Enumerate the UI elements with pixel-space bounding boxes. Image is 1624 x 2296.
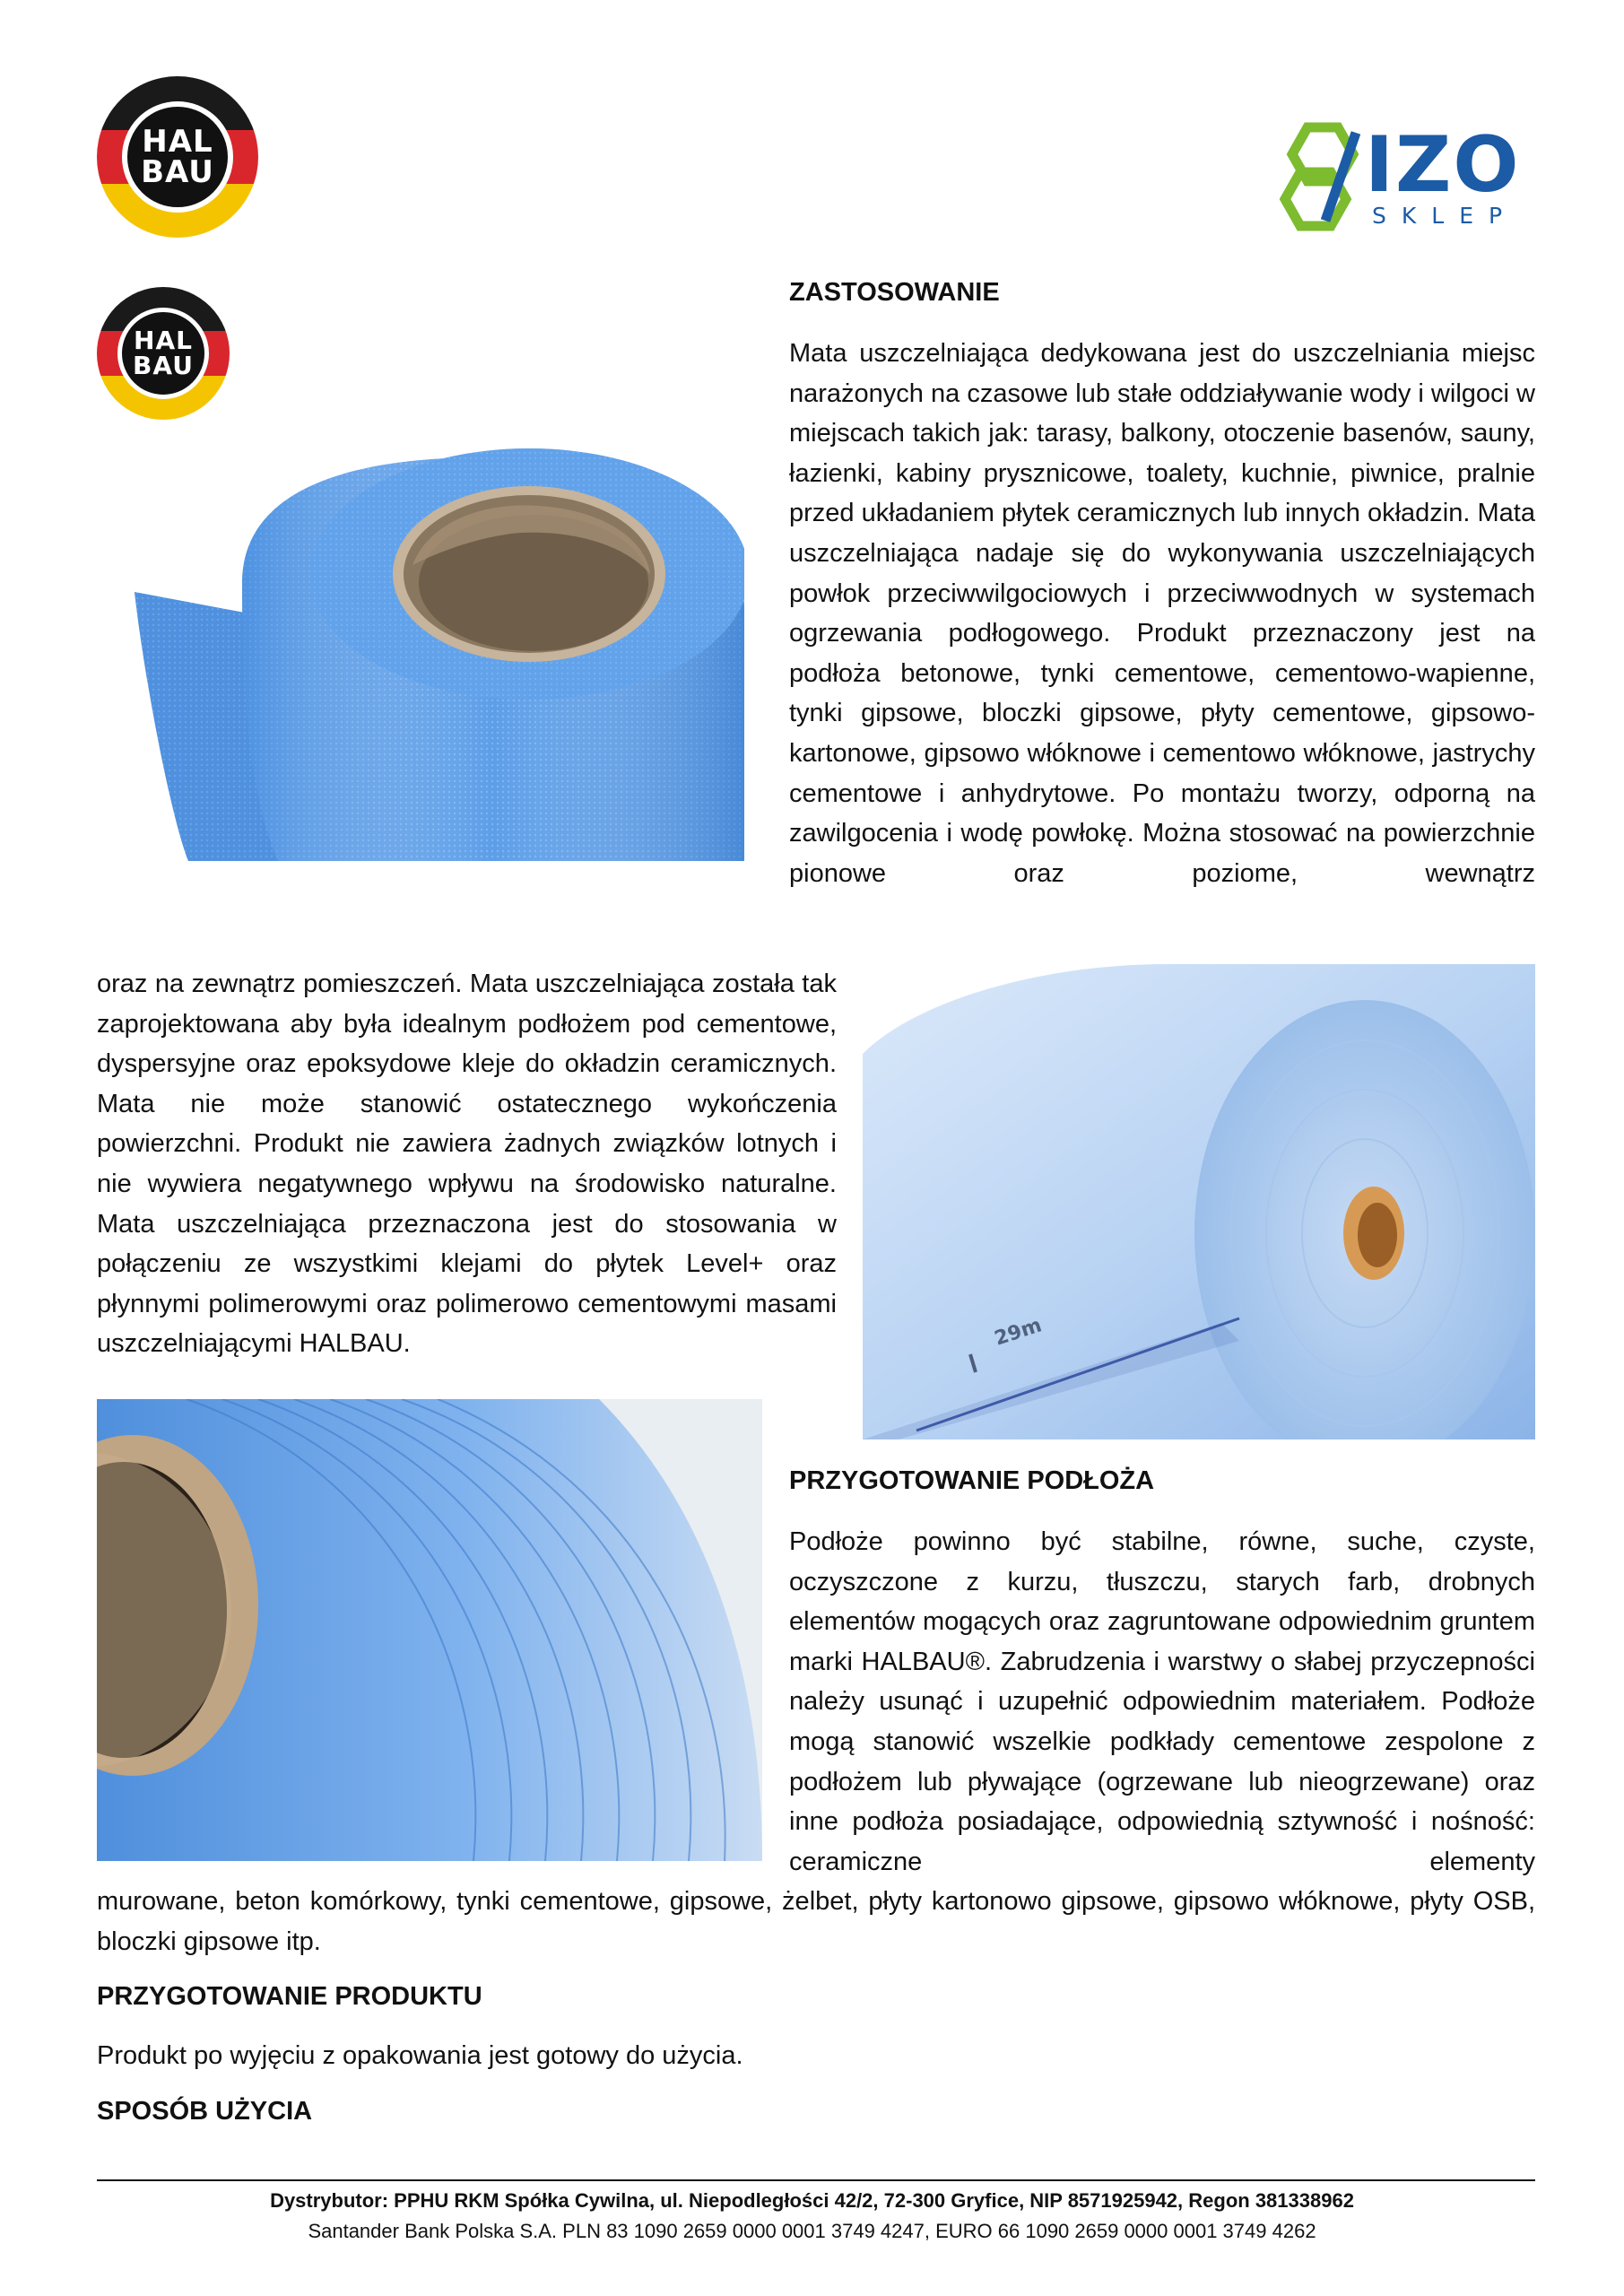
halbau-logo-text-top: HAL [142, 124, 213, 160]
footer-distributor: Dystrybutor: PPHU RKM Spółka Cywilna, ul. Niepodległości 42/2, 72-300 Gryfice, NIP 8571925942, Regon 381338962 [270, 2189, 1354, 2212]
section-heading-przygotowanie-podloza: PRZYGOTOWANIE PODŁOŻA [789, 1466, 1155, 1495]
section-heading-sposob-uzycia: SPOSÓB UŻYCIA [97, 2097, 313, 2126]
przygotowanie-podloza-text-part2: murowane, beton komórkowy, tynki cementowe, gipsowe, żelbet, płyty kartonowo gipsowe, gipsowo włóknowe, płyty OSB, bloczki gipsowe itp. [97, 1887, 1535, 1956]
przygotowanie-produktu-text: Produkt po wyjęciu z opakowania jest gotowy do użycia. [97, 2041, 743, 2070]
izo-logo-sub: SKLEP [1372, 203, 1518, 229]
halbau-logo-large [97, 76, 258, 238]
przygotowanie-podloza-text-part1: Podłoże powinno być stabilne, równe, suche, czyste, oczyszczone z kurzu, tłuszczu, starych farb, drobnych elementów mogących oraz zagruntowane odpowiednim gruntem marki HALBAU®. Zabrudzenia i warstwy o słabej przyczepności należy usunąć i uzupełnić odpowiednim materiałem. Podłoże mogą stanowić wszelkie podkłady cementowe zespolone z podłożem lub pływające (ogrzewane lub nieogrzewane) oraz inne podłoża posiadające, odpowiednią sztywność i nośność: ceramiczne elementy [789, 1527, 1535, 1876]
izo-logo-name: IZO [1365, 120, 1521, 210]
izo-sklep-logo [1273, 120, 1533, 237]
halbau-logo-small [97, 287, 230, 420]
product-photo-roll-closeup [97, 1399, 762, 1861]
section-heading-zastosowanie: ZASTOSOWANIE [789, 278, 1000, 307]
footer-divider [97, 2179, 1535, 2181]
footer-bank: Santander Bank Polska S.A. PLN 83 1090 2659 0000 0001 3749 4247, EURO 66 1090 2659 0000 0001 3749 4262 [308, 2220, 1316, 2242]
section-heading-przygotowanie-produktu: PRZYGOTOWANIE PRODUKTU [97, 1982, 482, 2011]
halbau-logo-small-text-top: HAL [134, 326, 193, 355]
halbau-logo-small-text-bottom: BAU [133, 351, 194, 380]
product-photo-roll-side [863, 964, 1535, 1439]
roll-marking-label: 29m [992, 1314, 1045, 1351]
zastosowanie-text-part2: oraz na zewnątrz pomieszczeń. Mata uszczelniająca została tak zaprojektowana aby była idealnym podłożem pod cementowe, dyspersyjne oraz epoksydowe kleje do okładzin ceramicznych. Mata nie może stanowić ostatecznego wykończenia powierzchni. Produkt nie zawiera żadnych związków lotnych i nie wywiera negatywnego wpływu na środowisko naturalne. Mata uszczelniająca przeznaczona jest do stosowania w połączeniu ze wszystkimi klejami do płytek Level+ oraz płynnymi polimerowymi oraz polimerowo cementowymi masami uszczelniającymi HALBAU. [97, 970, 837, 1359]
halbau-logo-text-bottom: BAU [141, 154, 214, 190]
zastosowanie-text-part1: Mata uszczelniająca dedykowana jest do uszczelniania miejsc narażonych na czasowe lub stałe oddziaływanie wody i wilgoci w miejscach takich jak: tarasy, balkony, otoczenie basenów, sauny, łazienki, kabiny prysznicowe, toalety, kuchnie, piwnice, pralnie przed układaniem płytek ceramicznych lub innych okładzin. Mata uszczelniająca nadaje się do wykonywania uszczelniających powłok przeciwwilgociowych i przeciwwodnych w systemach ogrzewania podłogowego. Produkt przeznaczony jest na podłoża betonowe, tynki cementowe, cementowo-wapienne, tynki gipsowe, bloczki gipsowe, płyty cementowe, gipsowo-kartonowe, gipsowo włóknowe i cementowo włóknowe, jastrychy cementowe i anhydrytowe. Po montażu tworzy, odporną na zawilgocenia i wodę powłokę. Można stosować na powierzchnie pionowe oraz poziome, wewnątrz [789, 339, 1535, 888]
product-photo-roll-front [135, 439, 744, 861]
